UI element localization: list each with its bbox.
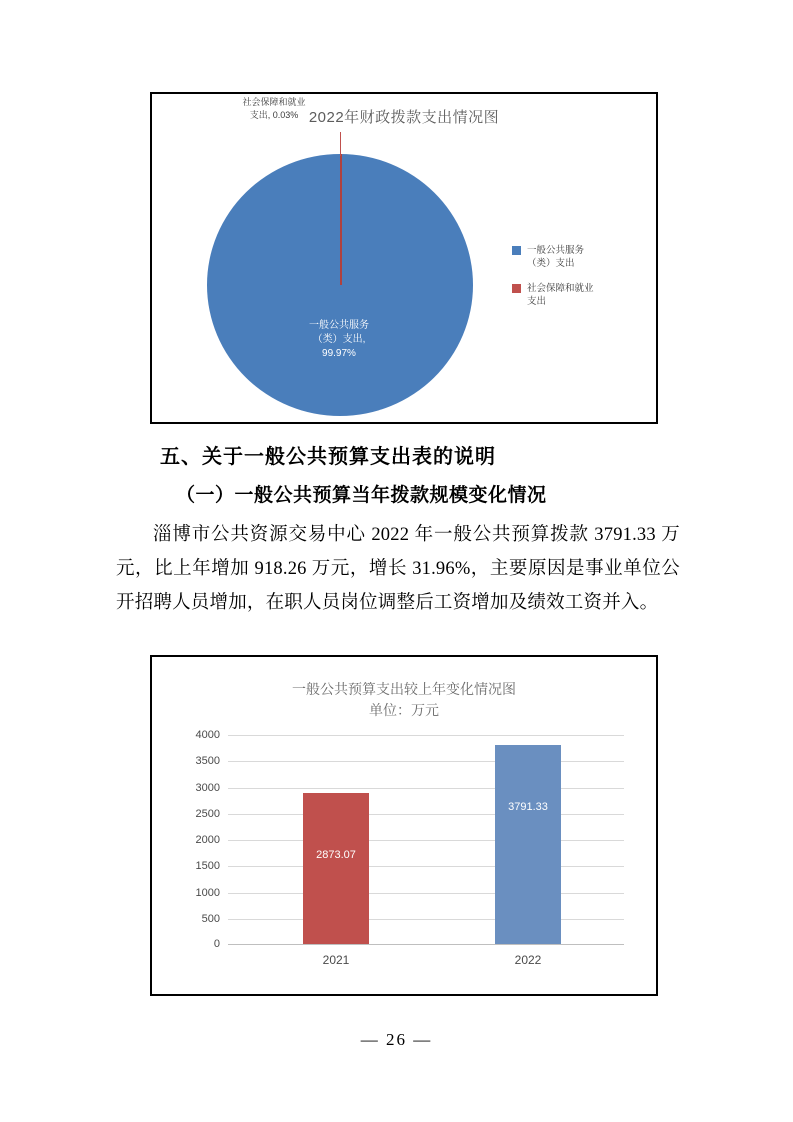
gridline-3500 <box>195 755 624 768</box>
ytick-2000: 2000 <box>195 834 220 846</box>
pie-label-general-line2: （类）支出, <box>312 334 366 345</box>
ytick-4000: 4000 <box>195 729 220 741</box>
bar-chart-title-line1: 一般公共预算支出较上年变化情况图 <box>292 681 516 697</box>
section-heading: 五、关于一般公共预算支出表的说明 <box>160 446 496 468</box>
pie-slice-social-security <box>340 154 342 285</box>
gridline-1500 <box>195 860 624 873</box>
gridline-2000 <box>195 834 624 846</box>
legend-swatch-blue <box>512 246 521 255</box>
legend-label-social-line2: 支出 <box>527 296 547 307</box>
bar-chart-figure <box>150 655 658 996</box>
legend-label-social-security <box>527 282 594 308</box>
legend-label-social-line1: 社会保障和就业 <box>527 283 594 294</box>
pie-label-general-public-service <box>259 319 419 361</box>
bar-chart-plot <box>195 729 624 950</box>
legend-item-social-security <box>512 282 632 308</box>
ytick-1500: 1500 <box>195 860 220 873</box>
bar-2021 <box>303 793 369 944</box>
body-paragraph: 淄博市公共资源交易中心 2022 年一般公共预算拨款 3791.33 万元，比上年增加 918.26 万元，增长 31.96%，主要原因是事业单位公开招聘人员增加，在职人员岗位调整后工资增加及绩效工资并入。 <box>116 525 680 613</box>
pie-label-social-security-line2: 支出, 0.03% <box>249 110 299 120</box>
axis-baseline <box>213 938 624 950</box>
legend-label-general-line1: 一般公共服务 <box>527 245 585 256</box>
legend-item-general-public-service <box>512 244 632 270</box>
pie-chart-figure <box>150 92 658 424</box>
pie-chart-legend <box>512 244 632 320</box>
bar-chart-x-axis <box>228 953 624 973</box>
ytick-3000: 3000 <box>195 781 220 794</box>
pie-chart-title: 2022年财政拨款支出情况图 <box>308 109 500 126</box>
gridline-500 <box>201 912 624 925</box>
legend-label-general-line2: （类）支出 <box>527 258 575 269</box>
ytick-500: 500 <box>201 912 220 925</box>
gridline-4000 <box>195 729 624 741</box>
bar-value-2022: 3791.33 <box>508 801 548 813</box>
bar-chart-subtitle: 单位：万元 <box>369 702 439 718</box>
pie-label-general-line3: 99.97% <box>322 348 356 359</box>
ytick-3500: 3500 <box>195 755 220 768</box>
xlabel-2021: 2021 <box>322 953 350 967</box>
ytick-2500: 2500 <box>195 807 220 820</box>
page-number: — 26 — <box>360 1030 433 1049</box>
pie-label-social-security-line1: 社会保障和就业 <box>242 97 306 107</box>
xlabel-2022: 2022 <box>514 953 542 967</box>
gridline-1000 <box>195 886 624 899</box>
gridline-3000 <box>195 781 624 794</box>
legend-swatch-red <box>512 284 521 293</box>
pie-label-social-security <box>199 96 349 122</box>
bar-chart-title <box>152 679 656 721</box>
pie-callout-leader-line <box>340 132 341 156</box>
bar-2022 <box>495 745 561 944</box>
ytick-0: 0 <box>213 938 220 950</box>
legend-label-general-public-service <box>527 244 584 270</box>
pie-label-general-line1: 一般公共服务 <box>309 320 369 331</box>
ytick-1000: 1000 <box>195 886 220 899</box>
bar-value-2021: 2873.07 <box>316 849 356 862</box>
section-subheading: （一）一般公共预算当年拨款规模变化情况 <box>176 485 547 506</box>
